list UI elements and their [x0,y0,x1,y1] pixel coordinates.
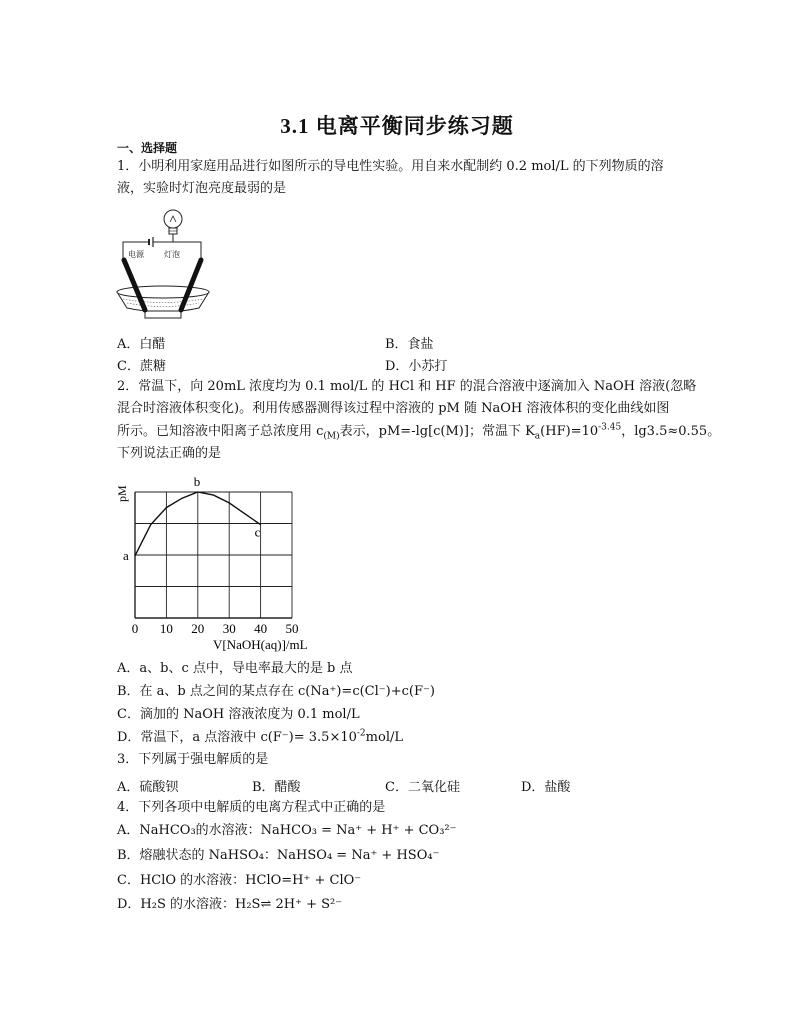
point-label-c: c [254,524,261,540]
pm-curve-chart [113,468,363,653]
q2-option-b: B．在 a、b 点之间的某点存在 c(Na⁺)=c(Cl⁻)+c(F⁻) [117,684,435,699]
page-title: 3.1 电离平衡同步练习题 [280,114,514,138]
q4-option-d: D．H₂S 的水溶液：H₂S⇌ 2H⁺ + S²⁻ [117,897,343,912]
x-tick-label: 20 [191,621,205,636]
q1-stem-line2: 液，实验时灯泡亮度最弱的是 [117,181,287,196]
q3-option-c: C．二氧化硅 [385,780,460,795]
section-heading: 一、选择题 [117,141,178,155]
q2-stem-line2: 混合时溶液体积变化)。利用传感器测得该过程中溶液的 pM 随 NaOH 溶液体积的变化曲线如图 [117,401,670,416]
x-tick-label: 40 [254,621,268,636]
q1-stem-line1: 1．小明利用家庭用品进行如图所示的导电性实验。用自来水配制约 0.2 mol/L 的下列物质的溶 [117,159,664,174]
y-axis-label: pM [115,485,129,502]
x-tick-label: 50 [285,621,299,636]
q2-option-c: C．滴加的 NaOH 溶液浓度为 0.1 mol/L [117,707,360,722]
q1-option-a: A．白醋 [117,337,166,352]
point-label-a: a [123,547,129,563]
x-tick-label: 0 [131,621,139,636]
q2-stem-line4: 下列说法正确的是 [117,446,222,461]
q4-option-b: B．熔融状态的 NaHSO₄：NaHSO₄ = Na⁺ + HSO₄⁻ [117,848,440,863]
q3-option-d: D．盐酸 [521,780,571,795]
power-label: 电源 [128,250,144,259]
q4-option-a: A．NaHCO₃的水溶液：NaHCO₃ = Na⁺ + H⁺ + CO₃²⁻ [117,823,457,838]
q3-stem: 3．下列属于强电解质的是 [117,752,269,767]
q2-stem-line1: 2．常温下，向 20mL 浓度均为 0.1 mol/L 的 HCl 和 HF 的混合溶液中逐滴加入 NaOH 溶液(忽略 [117,379,697,394]
q3-option-b: B．醋酸 [252,780,301,795]
q4-option-c: C．HClO 的水溶液：HClO=H⁺ + ClO⁻ [117,873,362,888]
conductivity-apparatus-figure [113,202,213,327]
bulb-icon [164,210,182,228]
q3-option-a: A．硫酸钡 [117,780,179,795]
x-tick-label: 10 [159,621,173,636]
q2-option-d: D．常温下，a 点溶液中 $c(F^-)= 3.5\times 10^{-2}mol/L$ [117,728,403,745]
q2-option-a: A．a、b、c 点中，导电率最大的是 b 点 [117,661,353,676]
q1-option-b: B．食盐 [385,337,434,352]
x-axis-label: V[NaOH(aq)]/mL [213,637,308,652]
q4-stem: 4．下列各项中电解质的电离方程式中正确的是 [117,800,386,815]
point-label-b: b [193,474,201,489]
q1-option-c: C．蔗糖 [117,359,166,374]
q2-stem-line3: 所示。已知溶液中阳离子总浓度用 $c_{(M)}$表示，pM=-lg[c(M)]；常温下 $K_a(HF)=10^{-3.45}$，lg3.5≈0.55。 [117,422,721,442]
x-tick-label: 30 [222,621,236,636]
q1-option-d: D．小苏打 [385,359,448,374]
bulb-label: 灯泡 [164,250,180,259]
